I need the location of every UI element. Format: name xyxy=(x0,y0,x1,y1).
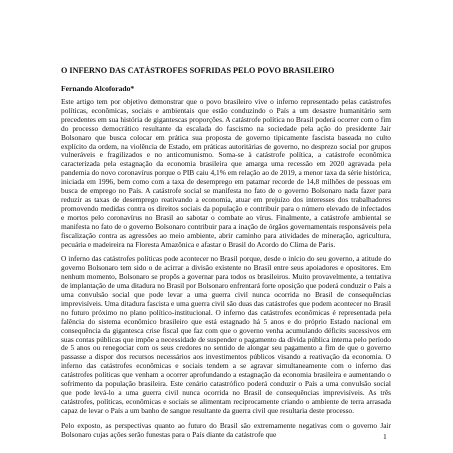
paragraph-3: Pelo exposto, as perspectivas quanto ao futuro do Brasil são extremamente negativas com o governo Jair Bolsonaro cujas ações serão funestas para o País diante da catástrofe que xyxy=(61,420,391,439)
paragraph-1: Este artigo tem por objetivo demonstrar que o povo brasileiro vive o inferno representado pelas catástrofes políticas, econômicas, sociais e ambientais que estão conduzindo o País a um desastre humanitário sem precedentes em sua história de gigantescas proporções. A catástrofe política no Brasil poderá ocorrer com o fim do processo democrático resultante da escalada do fascismo na sociedade pela ação do presidente Jair Bolsonaro que busca colocar em prática sua proposta de governo tipicamente fascista baseada no culto explícito da ordem, na violência de Estado, em práticas autoritárias de governo, no desprezo social por grupos vulneráveis e fragilizados e no anticomunismo. Soma-se à catástrofe política, a catástrofe econômica caracterizada pela estagnação da economia brasileira que amarga uma recessão em 2020 agravada pela pandemia do novo coronavírus porque o PIB caiu 4,1% em relação ao de 2019, a menor taxa da série histórica, iniciada em 1996, bem como com a taxa de desemprego em patamar recorde de 14,8 milhões de pessoas em busca de emprego no País. A catástrofe social se manifesta no fato de o governo Bolsonaro nada fazer para reduzir as taxas de desemprego reativando a economia, atuar em prejuízo dos interesses dos trabalhadores promovendo medidas contra os direitos sociais da população e contribuir para o número elevado de infectados e mortos pelo coronavírus no Brasil ao sabotar o combate ao vírus. Finalmente, a catástrofe ambiental se manifesta no fato de o governo Bolsonaro contribuir para a inação de órgãos governamentais responsáveis pela fiscalização contra as agressões ao meio ambiente, abrir caminho para atividades de mineração, agricultura, pecuária e madeireira na Floresta Amazônica e afastar o Brasil do Acordo do Clima de Paris. xyxy=(61,97,391,249)
paragraph-2: O inferno das catástrofes políticas pode acontecer no Brasil porque, desde o início do seu governo, a atitude do governo Bolsonaro tem sido o de acirrar a divisão existente no Brasil entre seus apoiadores e opositores. Em nenhum momento, Bolsonaro se propôs a governar para todos os brasileiros. Muito provavelmente, a tentativa de implantação de uma ditadura no Brasil por Bolsonaro enfrentará forte oposição que poderá conduzir o País a uma convulsão social que pode levar a uma guerra civil nunca ocorrida no Brasil de consequências imprevisíveis. Uma ditadura fascista e uma guerra civil são duas das catástrofes que podem acontecer no Brasil no futuro próximo no plano político-institucional. O inferno das catástrofes econômicas é representada pela falência do sistema econômico brasileiro que está estagnado há 5 anos e do próprio Estado nacional em consequência da gigantesca crise fiscal que faz com que o governo venha acumulando déficits sucessivos em suas contas públicas que impõe a necessidade de suspender o pagamento da dívida pública interna pelo período de 5 anos ou renegociar com os seus credores no sentido de alongar seu pagamento a fim de que o governo passasse a dispor dos recursos necessários aos investimentos públicos visando a reativação da economia. O inferno das catástrofes econômicas e sociais tendem a se agravar simultaneamente com o inferno das catástrofes políticas que venham a ocorrer aprofundando a estagnação da economia brasileira e aumentando o sofrimento da população brasileira. Este cenário catastrófico poderá conduzir o País a uma convulsão social que pode levá-lo a uma guerra civil nunca ocorrida no Brasil de consequências imprevisíveis. As três catástrofes, políticas, econômicas e sociais se alimentam reciprocamente criando o ambiente de terra arrasada capaz de levar o País a um banho de sangue resultante da guerra civil que resultaria deste processo. xyxy=(61,254,391,415)
document-page xyxy=(61,66,391,446)
document-title: O INFERNO DAS CATÁSTROFES SOFRIDAS PELO POVO BRASILEIRO xyxy=(61,66,335,75)
page-number: 1 xyxy=(383,432,387,441)
document-author: Fernando Alcoforado* xyxy=(61,84,135,93)
